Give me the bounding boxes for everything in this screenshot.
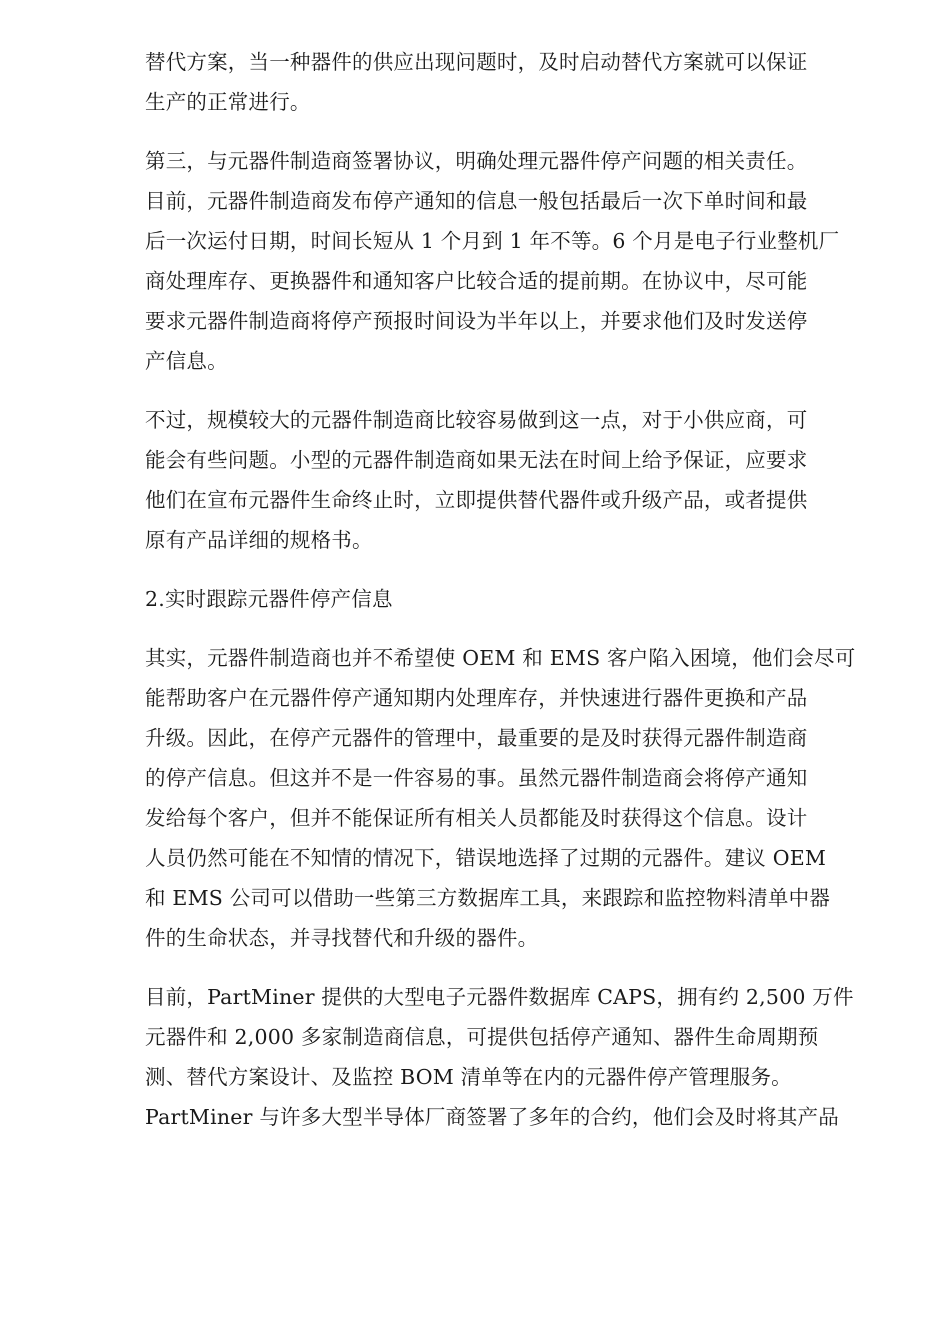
text-line: PartMiner 与许多大型半导体厂商签署了多年的合约，他们会及时将其产品 xyxy=(145,1105,839,1129)
text-line: 要求元器件制造商将停产预报时间设为半年以上，并要求他们及时发送停 xyxy=(145,309,808,333)
text-line: 目前，元器件制造商发布停产通知的信息一般包括最后一次下单时间和最 xyxy=(145,189,808,213)
text-line: 第三，与元器件制造商签署协议，明确处理元器件停产问题的相关责任。 xyxy=(145,149,808,173)
paragraph-alternative-plan xyxy=(145,42,880,122)
text-line: 和 EMS 公司可以借助一些第三方数据库工具，来跟踪和监控物料清单中器 xyxy=(145,886,831,910)
text-line: 升级。因此，在停产元器件的管理中，最重要的是及时获得元器件制造商 xyxy=(145,726,808,750)
text-line: 元器件和 2,000 多家制造商信息，可提供包括停产通知、器件生命周期预 xyxy=(145,1025,819,1049)
text-line: 能会有些问题。小型的元器件制造商如果无法在时间上给予保证，应要求 xyxy=(145,448,808,472)
text-line: 不过，规模较大的元器件制造商比较容易做到这一点，对于小供应商，可 xyxy=(145,408,808,432)
text-line: 原有产品详细的规格书。 xyxy=(145,528,373,552)
text-line: 商处理库存、更换器件和通知客户比较合适的提前期。在协议中，尽可能 xyxy=(145,269,808,293)
section-heading xyxy=(145,579,880,619)
text-line: 能帮助客户在元器件停产通知期内处理库存，并快速进行器件更换和产品 xyxy=(145,686,808,710)
paragraph-small-suppliers xyxy=(145,400,880,560)
text-line: 生产的正常进行。 xyxy=(145,90,311,114)
text-line: 发给每个客户，但并不能保证所有相关人员都能及时获得这个信息。设计 xyxy=(145,806,808,830)
text-line: 目前，PartMiner 提供的大型电子元器件数据库 CAPS，拥有约 2,500 万件 xyxy=(145,985,854,1009)
paragraph-agreement xyxy=(145,141,880,381)
text-line: 替代方案，当一种器件的供应出现问题时，及时启动替代方案就可以保证 xyxy=(145,50,808,74)
paragraph-partminer xyxy=(145,977,880,1137)
document-page xyxy=(145,42,880,1156)
heading-text: 2.实时跟踪元器件停产信息 xyxy=(145,587,393,611)
text-line: 测、替代方案设计、及监控 BOM 清单等在内的元器件停产管理服务。 xyxy=(145,1065,792,1089)
text-line: 产信息。 xyxy=(145,349,228,373)
text-line: 人员仍然可能在不知情的情况下，错误地选择了过期的元器件。建议 OEM xyxy=(145,846,827,870)
text-line: 他们在宣布元器件生命终止时，立即提供替代器件或升级产品，或者提供 xyxy=(145,488,808,512)
text-line: 的停产信息。但这并不是一件容易的事。虽然元器件制造商会将停产通知 xyxy=(145,766,808,790)
text-line: 后一次运付日期，时间长短从 1 个月到 1 年不等。6 个月是电子行业整机厂 xyxy=(145,229,840,253)
paragraph-tracking xyxy=(145,638,880,958)
text-line: 件的生命状态，并寻找替代和升级的器件。 xyxy=(145,926,539,950)
text-line: 其实，元器件制造商也并不希望使 OEM 和 EMS 客户陷入困境，他们会尽可 xyxy=(145,646,856,670)
